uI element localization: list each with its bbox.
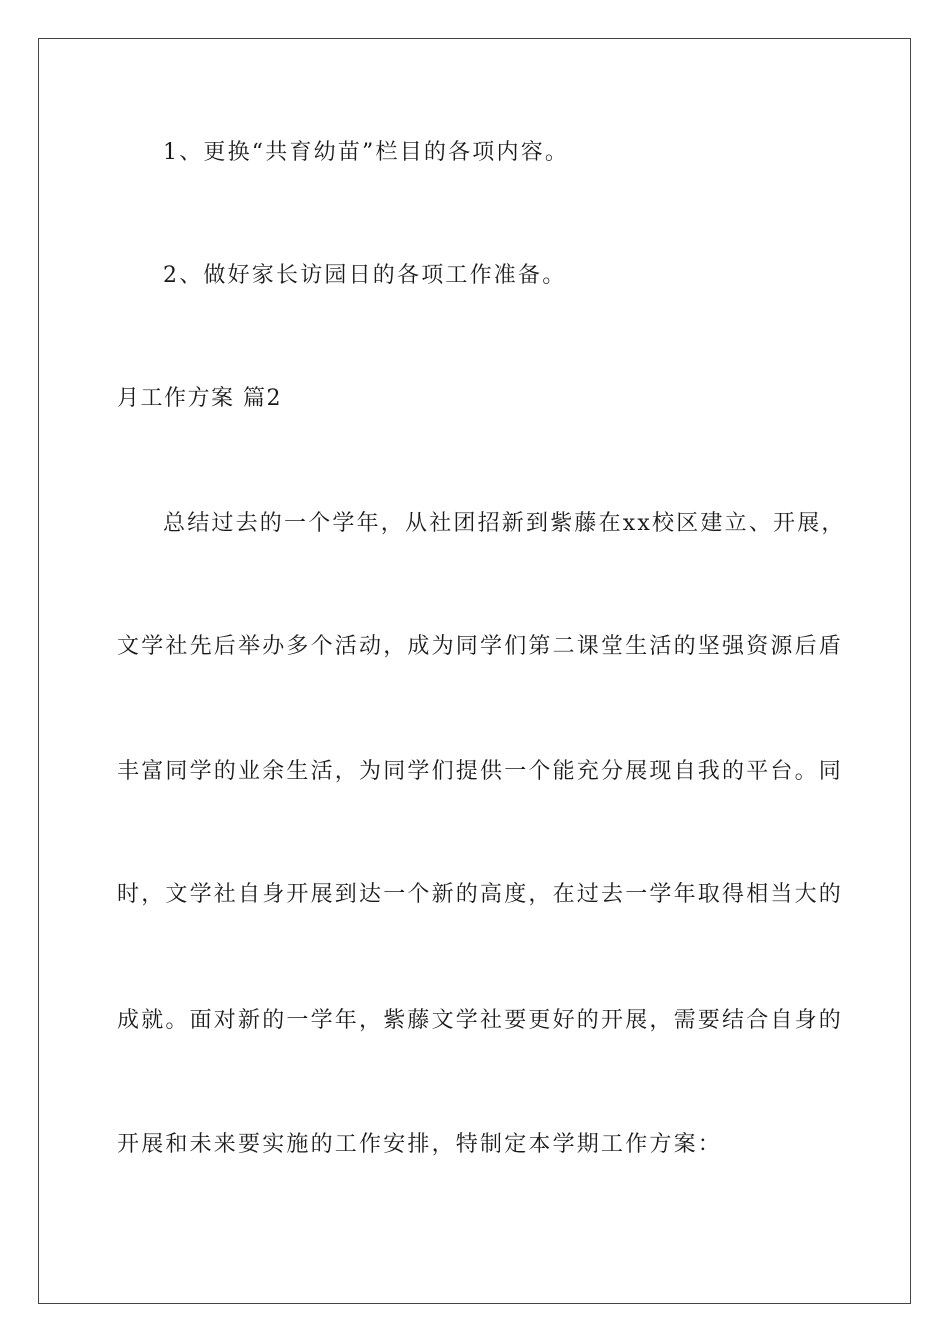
paragraph-line-6: 开展和未来要实施的工作安排，特制定本学期工作方案： xyxy=(117,1132,723,1157)
paragraph-line-3: 丰富同学的业余生活，为同学们提供一个能充分展现自我的平台。同 xyxy=(117,759,844,784)
paragraph-line-4: 时，文学社自身开展到达一个新的高度，在过去一学年取得相当大的 xyxy=(117,882,844,907)
paragraph-line-2: 文学社先后举办多个活动，成为同学们第二课堂生活的坚强资源后盾 xyxy=(117,634,844,659)
paragraph-line-1: 总结过去的一个学年，从社团招新到紫藤在xx校区建立、开展， xyxy=(163,511,846,536)
list-item-2: 2、做好家长访园日的各项工作准备。 xyxy=(163,263,567,288)
paragraph-line-5: 成就。面对新的一学年，紫藤文学社要更好的开展，需要结合自身的 xyxy=(117,1008,844,1033)
page-border xyxy=(38,38,911,1304)
list-item-1: 1、更换“共育幼苗”栏目的各项内容。 xyxy=(163,140,570,165)
section-title: 月工作方案 篇2 xyxy=(117,386,282,411)
